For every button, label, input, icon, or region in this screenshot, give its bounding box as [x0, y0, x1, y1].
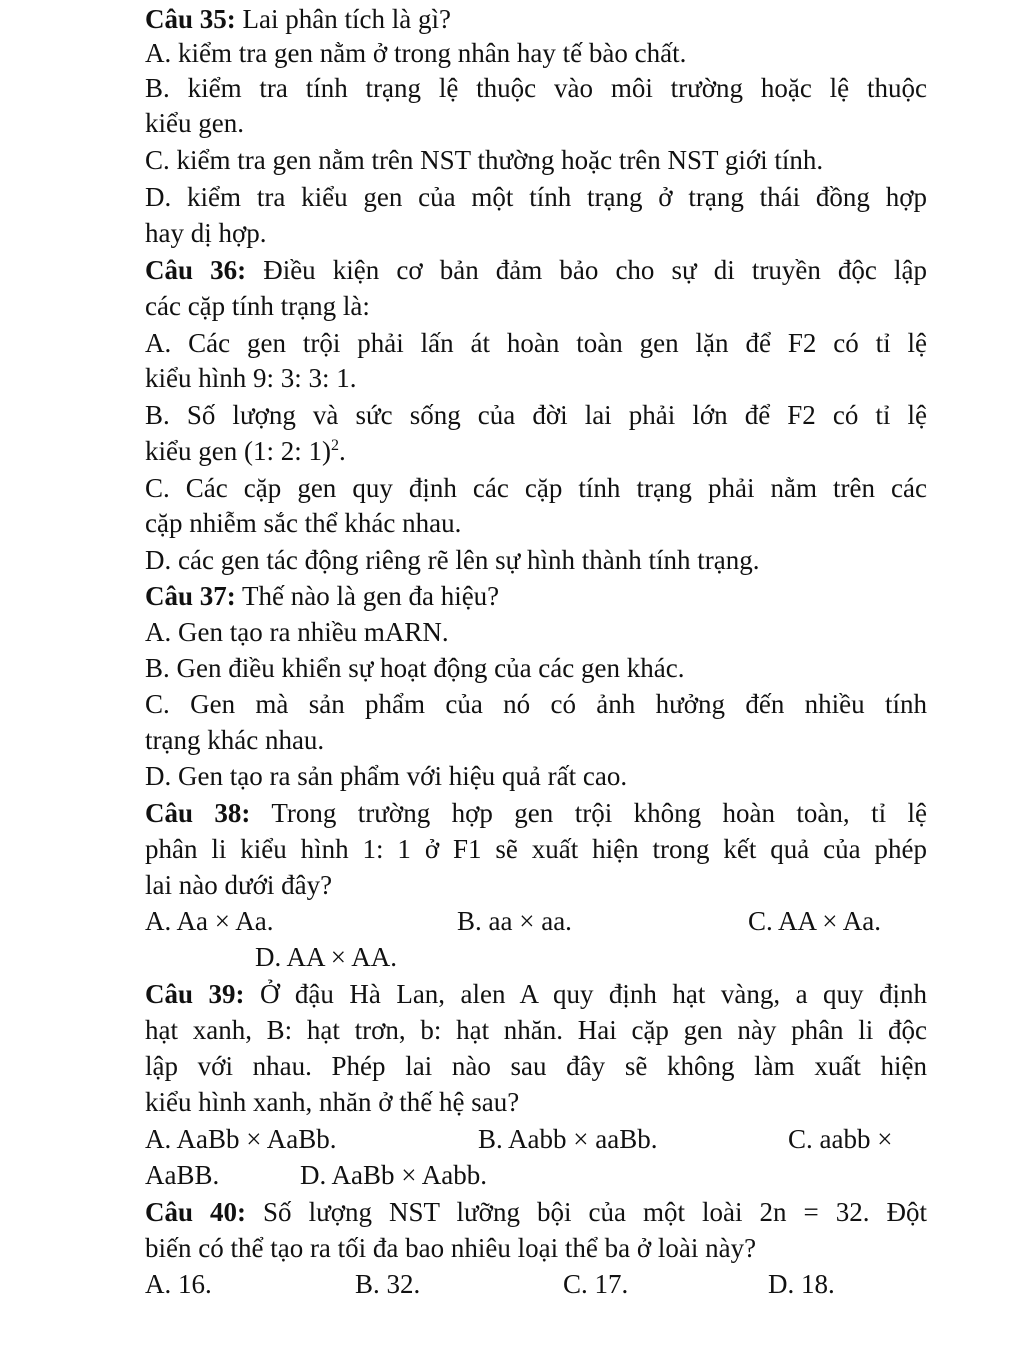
question-38-stem-line2: phân li kiểu hình 1: 1 ở F1 sẽ xuất hiện trong kết quả của phép — [145, 834, 927, 864]
option-38-c: C. AA × Aa. — [748, 906, 881, 936]
period: . — [338, 436, 346, 466]
option-35-b-line1: B. kiểm tra tính trạng lệ thuộc vào môi trường hoặc lệ thuộc — [145, 73, 927, 103]
question-40-stem-line2: biến có thể tạo ra tối đa bao nhiêu loại thể ba ở loài này? — [145, 1233, 757, 1263]
option-36-c-line2: cặp nhiễm sắc thể khác nhau. — [145, 508, 462, 538]
option-37-d: D. Gen tạo ra sản phẩm với hiệu quả rất cao. — [145, 761, 628, 791]
question-39-stem-line2: hạt xanh, B: hạt trơn, b: hạt nhăn. Hai cặp gen này phân li độc — [145, 1015, 927, 1045]
question-36-title — [145, 253, 927, 287]
question-stem: Số lượng NST lưỡng bội của một loài 2n = 32. Đột — [246, 1197, 927, 1227]
option-35-a: A. kiểm tra gen nằm ở trong nhân hay tế bào chất. — [145, 38, 687, 68]
option-36-b-line2 — [145, 434, 927, 468]
option-37-c-line1: C. Gen mà sản phẩm của nó có ảnh hưởng đến nhiều tính — [145, 689, 927, 719]
option-40-a: A. 16. — [145, 1269, 212, 1299]
option-36-d: D. các gen tác động riêng rẽ lên sự hình thành tính trạng. — [145, 545, 760, 575]
option-36-b-line1: B. Số lượng và sức sống của đời lai phải lớn để F2 có tỉ lệ — [145, 400, 927, 430]
option-39-b: B. Aabb × aaBb. — [478, 1124, 658, 1154]
option-38-b: B. aa × aa. — [457, 906, 572, 936]
option-38-a: A. Aa × Aa. — [145, 906, 274, 936]
question-number: Câu 35: — [145, 4, 236, 34]
option-40-d: D. 18. — [768, 1269, 835, 1299]
option-37-a: A. Gen tạo ra nhiều mARN. — [145, 617, 449, 647]
question-stem: Thế nào là gen đa hiệu? — [235, 581, 500, 611]
option-36-a-line2: kiểu hình 9: 3: 3: 1. — [145, 363, 357, 393]
question-number: Câu 38: — [145, 798, 251, 828]
option-36-c-line1: C. Các cặp gen quy định các cặp tính trạng phải nằm trên các — [145, 473, 927, 503]
option-39-c-line2: AaBB. — [145, 1160, 220, 1190]
option-36-a-line1: A. Các gen trội phải lấn át hoàn toàn gen lặn để F2 có tỉ lệ — [145, 328, 927, 358]
option-text: kiểu gen (1: 2: 1) — [145, 436, 331, 466]
option-38-d: D. AA × AA. — [255, 942, 398, 972]
question-39-stem-line4: kiểu hình xanh, nhăn ở thế hệ sau? — [145, 1087, 520, 1117]
question-number: Câu 37: — [145, 581, 236, 611]
option-39-d: D. AaBb × Aabb. — [300, 1160, 487, 1190]
option-35-d-line1: D. kiểm tra kiểu gen của một tính trạng ở trạng thái đồng hợp — [145, 182, 927, 212]
option-35-b-line2: kiểu gen. — [145, 108, 244, 138]
question-36-stem-line2: các cặp tính trạng là: — [145, 291, 370, 321]
question-stem: Trong trường hợp gen trội không hoàn toàn, tỉ lệ — [250, 798, 927, 828]
question-number: Câu 40: — [145, 1197, 247, 1227]
question-number: Câu 36: — [145, 255, 247, 285]
question-stem: Điều kiện cơ bản đảm bảo cho sự di truyền độc lập — [246, 255, 927, 285]
question-38-title — [145, 796, 927, 830]
question-stem: Lai phân tích là gì? — [235, 4, 451, 34]
option-37-b: B. Gen điều khiển sự hoạt động của các gen khác. — [145, 653, 685, 683]
question-37-title — [145, 579, 927, 613]
option-35-d-line2: hay dị hợp. — [145, 218, 267, 248]
option-35-c: C. kiểm tra gen nằm trên NST thường hoặc trên NST giới tính. — [145, 145, 824, 175]
question-35-title — [145, 2, 927, 36]
exponent: 2 — [330, 437, 339, 454]
question-38-stem-line3: lai nào dưới đây? — [145, 870, 333, 900]
option-40-b: B. 32. — [355, 1269, 421, 1299]
question-39-title — [145, 977, 927, 1011]
option-37-c-line2: trạng khác nhau. — [145, 725, 325, 755]
option-40-c: C. 17. — [563, 1269, 629, 1299]
option-39-c-line1: C. aabb × — [788, 1124, 893, 1154]
question-stem: Ở đậu Hà Lan, alen A quy định hạt vàng, a quy định — [244, 979, 927, 1009]
option-39-a: A. AaBb × AaBb. — [145, 1124, 337, 1154]
question-39-stem-line3: lập với nhau. Phép lai nào sau đây sẽ không làm xuất hiện — [145, 1051, 927, 1081]
question-40-title — [145, 1195, 927, 1229]
question-number: Câu 39: — [145, 979, 245, 1009]
